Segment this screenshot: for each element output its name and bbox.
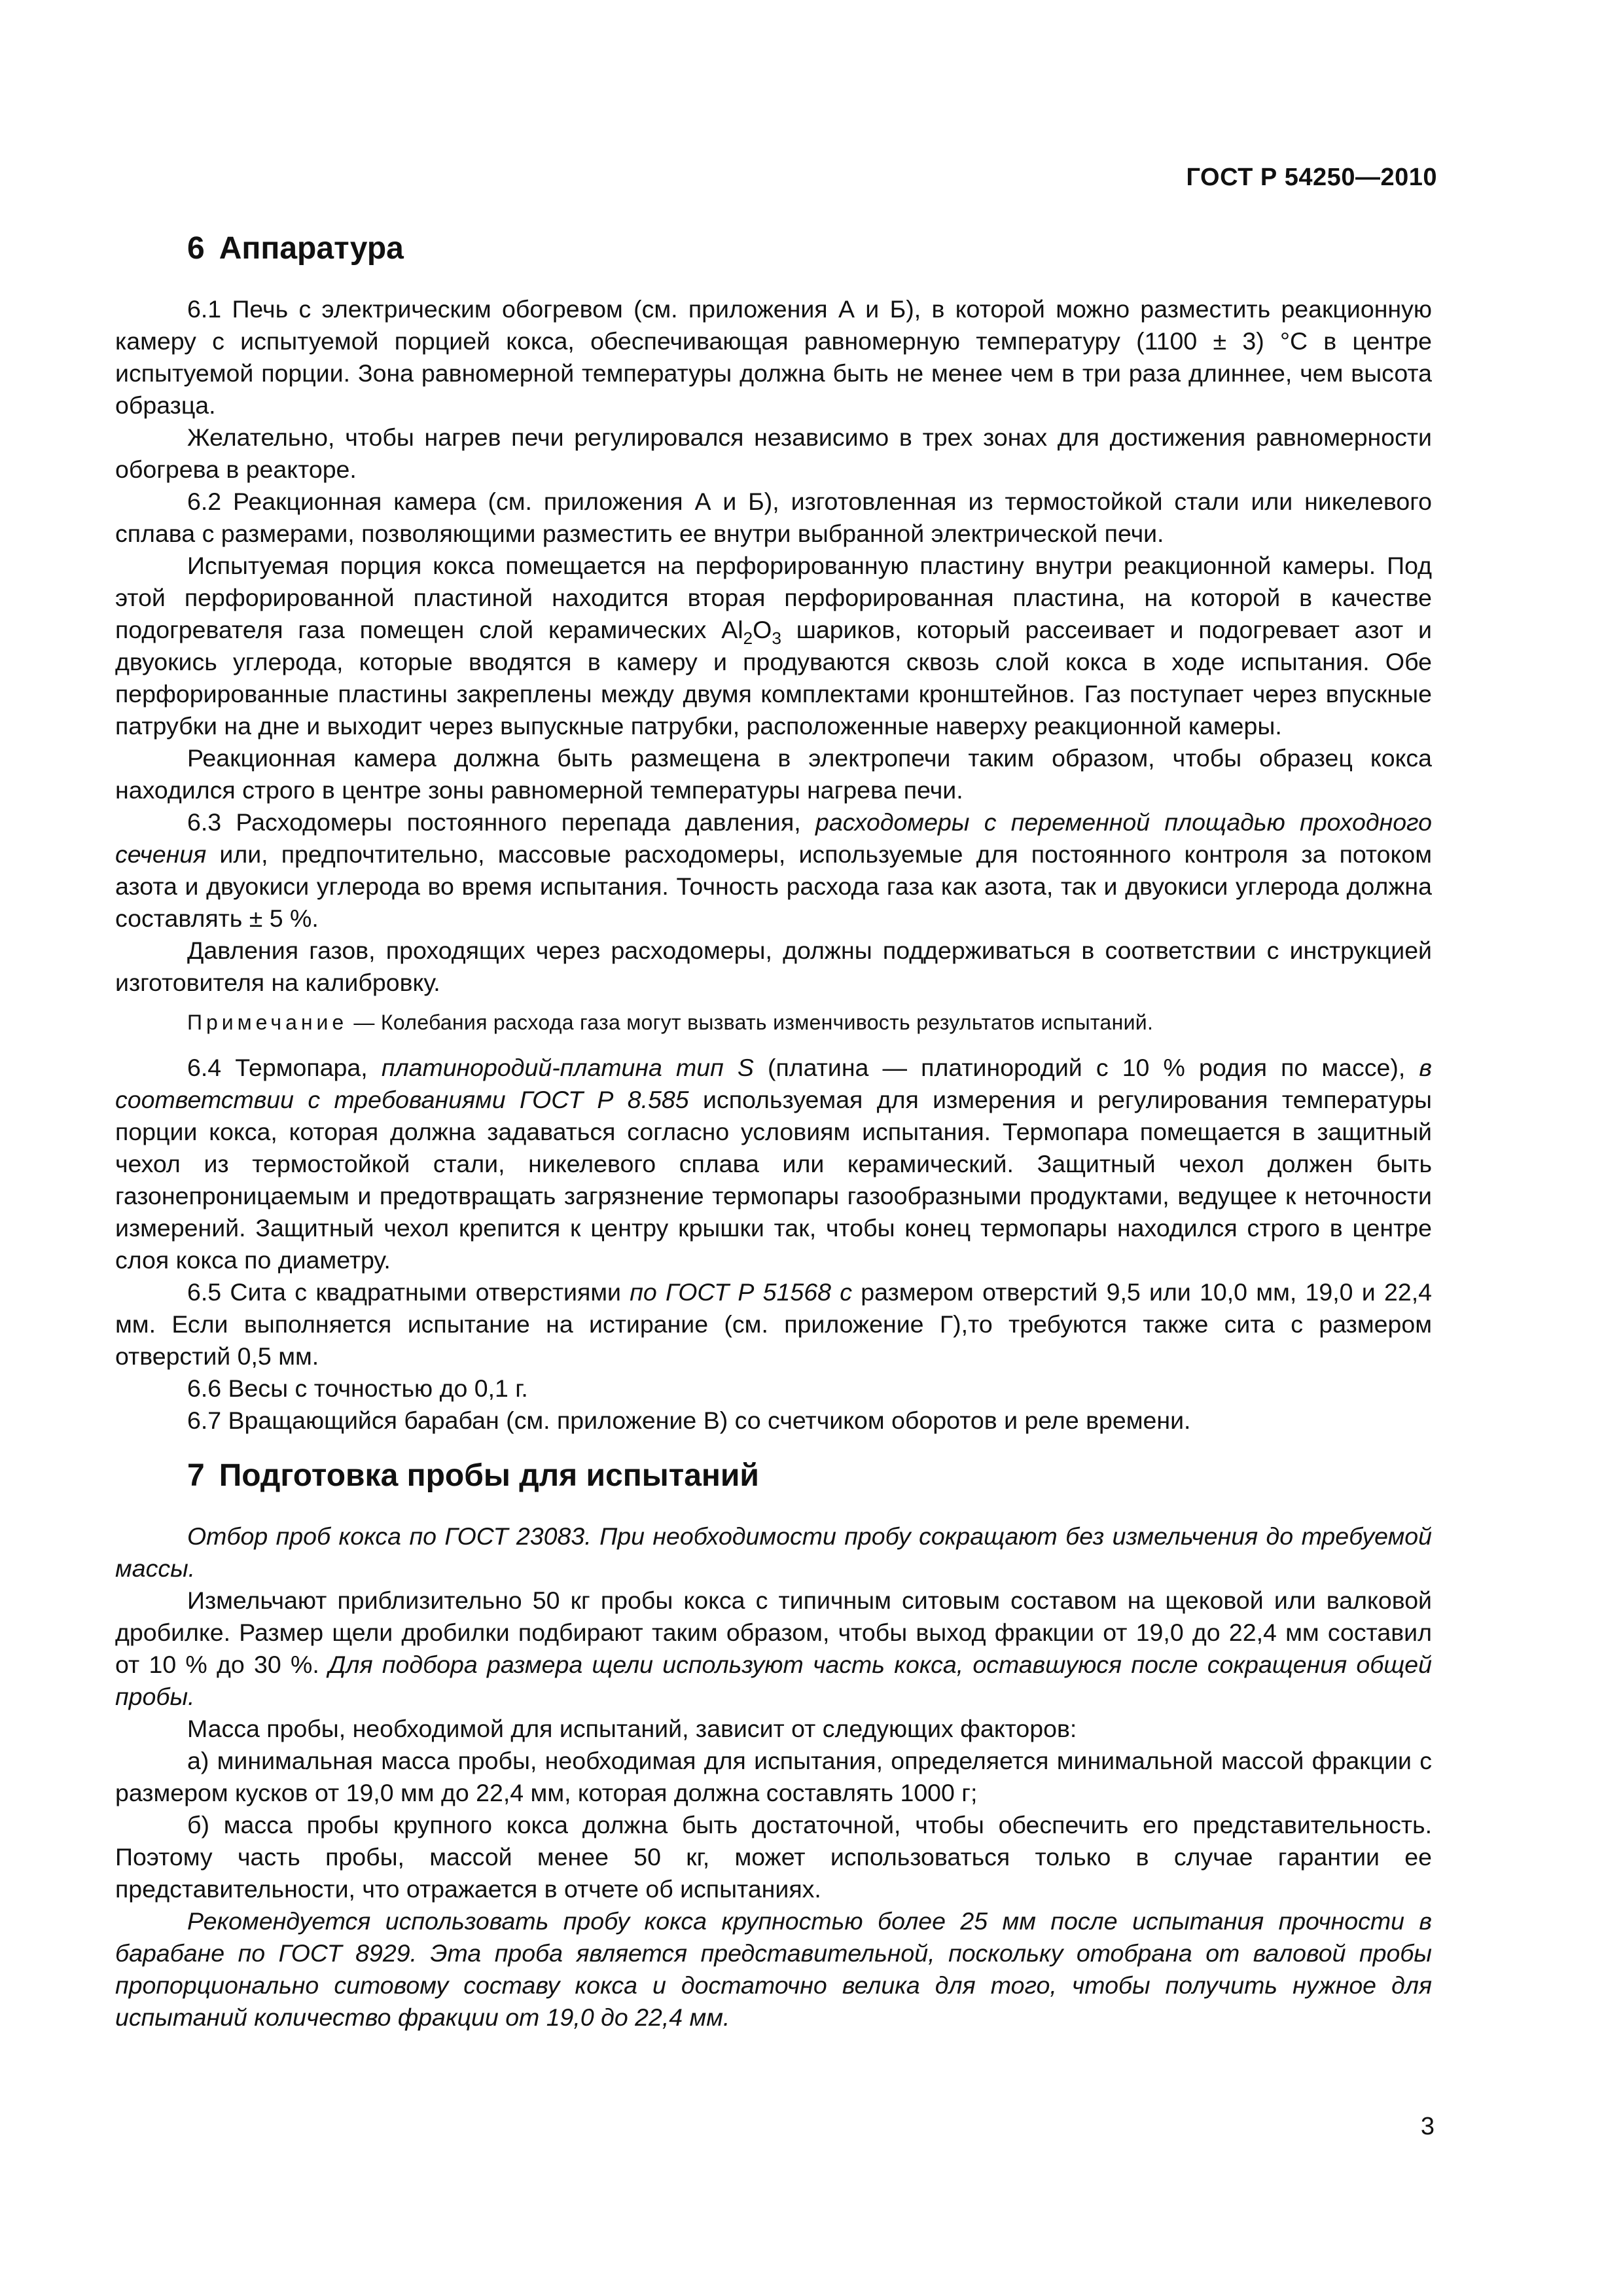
paragraph: Рекомендуется использовать пробу кокса крупностью более 25 мм после испытания прочности в барабане по ГОСТ 8929. Эта проба является представительной, поскольку отобрана от валовой пробы пропорционально ситовому составу кокса и достаточно велика для того, чтобы получить нужное для испытаний количество фракции от 19,0 до 22,4 мм. — [115, 1907, 1432, 2031]
paragraph: Испытуемая порция кокса помещается на перфорированную пластину внутри реакционной камеры. Под этой перфорированной пластиной находится вторая перфорированная пластина, на которой в качестве подогревателя газа помещен слой керамических $Al_2O_3$ шариков, который рассеивает и подогревает азот и двуокись углерода, которые вводятся в камеру и продуваются сквозь слой кокса в ходе испытания. Обе перфорированные пластины закреплены между двумя комплектами кронштейнов. Газ поступает через впускные патрубки на дне и выходит через выпускные патрубки, расположенные наверху реакционной камеры. — [115, 552, 1432, 740]
clause-6-4: 6.4 Термопара, платинородий-платина тип S (платина — платинородий с 10 % родия по массе), в соответствии с требованиями ГОСТ Р 8.585 используемая для измерения и регулирования температуры порции кокса, которая должна задаваться согласно условиям испытания. Термопара помещается в защитный чехол из термостойкой стали, никелевого сплава или керамический. Защитный чехол должен быть газонепроницаемым и предотвращать загрязнение термопары газообразными продуктами, ведущее к неточности измерений. Защитный чехол крепится к центру крышки так, чтобы конец термопары находился строго в центре слоя кокса по диаметру. — [115, 1054, 1433, 1274]
paragraph: Измельчают приблизительно 50 кг пробы кокса с типичным ситовым составом на щековой или валковой дробилке. Размер щели дробилки подбирают таким образом, чтобы выход фракции от 19,0 до 22,4 мм составил от 10 % до 30 %. Для подбора размера щели используют часть кокса, оставшуюся после сокращения общей пробы. — [115, 1587, 1432, 1710]
section-title: Аппаратура — [219, 231, 404, 266]
section-title: Подготовка пробы для испытаний — [219, 1458, 759, 1493]
paragraph: Отбор проб кокса по ГОСТ 23083. При необходимости пробу сокращают без измельчения до требуемой массы. — [115, 1522, 1432, 1582]
section-number: 7 — [187, 1458, 205, 1493]
page-number: 3 — [1420, 2113, 1435, 2140]
note — [115, 1007, 1432, 1039]
section-number: 6 — [187, 231, 205, 266]
paragraph: Желательно, чтобы нагрев печи регулировался независимо в трех зонах для достижения равномерности обогрева в реакторе. — [115, 423, 1432, 483]
paragraph: Реакционная камера должна быть размещена в электропечи таким образом, чтобы образец кокса находился строго в центре зоны равномерной температуры нагрева печи. — [115, 744, 1432, 804]
clause-6-3: 6.3 Расходомеры постоянного перепада давления, расходомеры с переменной площадью проходного сечения или, предпочтительно, массовые расходомеры, используемые для постоянного контроля за потоком азота и двуокиси углерода во время испытания. Точность расхода газа как азота, так и двуокиси углерода должна составлять ± 5 %. — [115, 808, 1432, 932]
clause-6-2: 6.2 Реакционная камера (см. приложения А и Б), изготовленная из термостойкой стали или никелевого сплава с размерами, позволяющими разместить ее внутри выбранной электрической печи. — [115, 488, 1432, 547]
list-item: а) минимальная масса пробы, необходимая для испытания, определяется минимальной массой фракции с размером кусков от 19,0 мм до 22,4 мм, которая должна составлять 1000 г; — [115, 1747, 1432, 1806]
section-6-heading — [187, 229, 1432, 268]
clause-6-7: 6.7 Вращающийся барабан (см. приложение В) со счетчиком оборотов и реле времени. — [187, 1407, 1191, 1434]
note-label: Примечание — [187, 1011, 348, 1034]
note-text: — Колебания расхода газа могут вызвать изменчивость результатов испытаний. — [348, 1011, 1154, 1034]
page-content — [115, 229, 1432, 2034]
list-item: б) масса пробы крупного кокса должна быть достаточной, чтобы обеспечить его представительность. Поэтому часть пробы, массой менее 50 кг, может использоваться только в случае гарантии ее представительности, что отражается в отчете об испытаниях. — [115, 1811, 1432, 1903]
section-7-heading — [187, 1456, 1432, 1496]
clause-6-1: 6.1 Печь с электрическим обогревом (см. приложения А и Б), в которой можно разместить реакционную камеру с испытуемой порцией кокса, обеспечивающая равномерную температуру (1100 ± 3) °С в центре испытуемой порции. Зона равномерной температуры должна быть не менее чем в три раза длиннее, чем высота образца. — [115, 295, 1432, 419]
paragraph: Масса пробы, необходимой для испытаний, зависит от следующих факторов: — [187, 1715, 1077, 1742]
clause-6-6: 6.6 Весы с точностью до 0,1 г. — [187, 1374, 528, 1402]
clause-6-5: 6.5 Сита с квадратными отверстиями по ГОСТ Р 51568 с размером отверстий 9,5 или 10,0 мм, 19,0 и 22,4 мм. Если выполняется испытание на истирание (см. приложение Г),то требуются также сита с размером отверстий 0,5 мм. — [115, 1278, 1432, 1370]
document-code: ГОСТ Р 54250—2010 — [1186, 164, 1437, 191]
paragraph: Давления газов, проходящих через расходомеры, должны поддерживаться в соответствии с инструкцией изготовителя на калибровку. — [115, 937, 1432, 996]
